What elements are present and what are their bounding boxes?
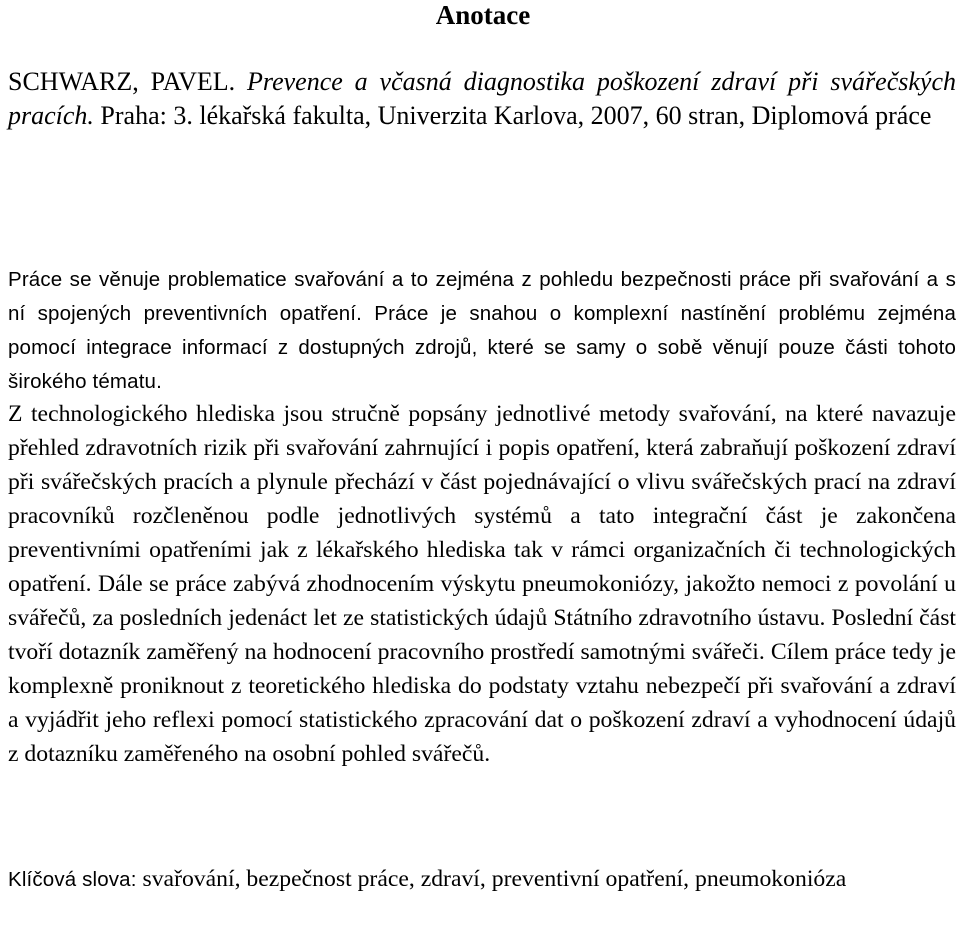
abstract-intro: Práce se věnuje problematice svařování a to zejména z pohledu bezpečnosti práce při svařování a s ní spojených preventivních opatření. Práce je snahou o komplexní nastínění problému zejména pomocí integrace informací z dostupných zdrojů, které se samy o sobě věnují pouze části tohoto širokého tématu. <box>8 268 956 393</box>
keywords-paragraph <box>8 862 956 897</box>
page-title: Anotace <box>435 0 531 30</box>
keywords-values: svařování, bezpečnost práce, zdraví, preventivní opatření, pneumokonióza <box>136 866 847 892</box>
bibliographic-citation <box>8 65 956 132</box>
citation-author: SCHWARZ, PAVEL. <box>8 67 248 96</box>
keywords-label: Klíčová slova: <box>8 868 137 891</box>
citation-work-title: Prevence a včasná diagnostika poškození zdraví při svářečských pracích. <box>8 67 956 130</box>
citation-details: Praha: 3. lékařská fakulta, Univerzita Karlova, 2007, 60 stran, Diplomová práce <box>93 100 932 130</box>
abstract-body: Z technologického hlediska jsou stručně popsány jednotlivé metody svařování, na které navazuje přehled zdravotních rizik při svařování zahrnující i popis opatření, která zabraňují poškození zdraví při svářečských pracích a plynule přechází v část pojednávající o vlivu svářečských prací na zdraví pracovníků rozčleněnou podle jednotlivých systémů a tato integrační část je zakončena preventivními opatřeními jak z lékařského hlediska tak v rámci organizačních či technologických opatření. Dále se práce zabývá zhodnocením výskytu pneumokoniózy, jakožto nemoci z povolání u svářečů, za posledních jedenáct let ze statistických údajů Státního zdravotního ústavu. Poslední část tvoří dotazník zaměřený na hodnocení pracovního prostředí samotnými svářeči. Cílem práce tedy je komplexně proniknout z teoretického hlediska do podstaty vztahu nebezpečí při svařování a zdraví a vyjádřit jeho reflexi pomocí statistického zpracování dat o poškození zdraví a vyhodnocení údajů z dotazníku zaměřeného na osobní pohled svářečů. <box>8 401 956 767</box>
